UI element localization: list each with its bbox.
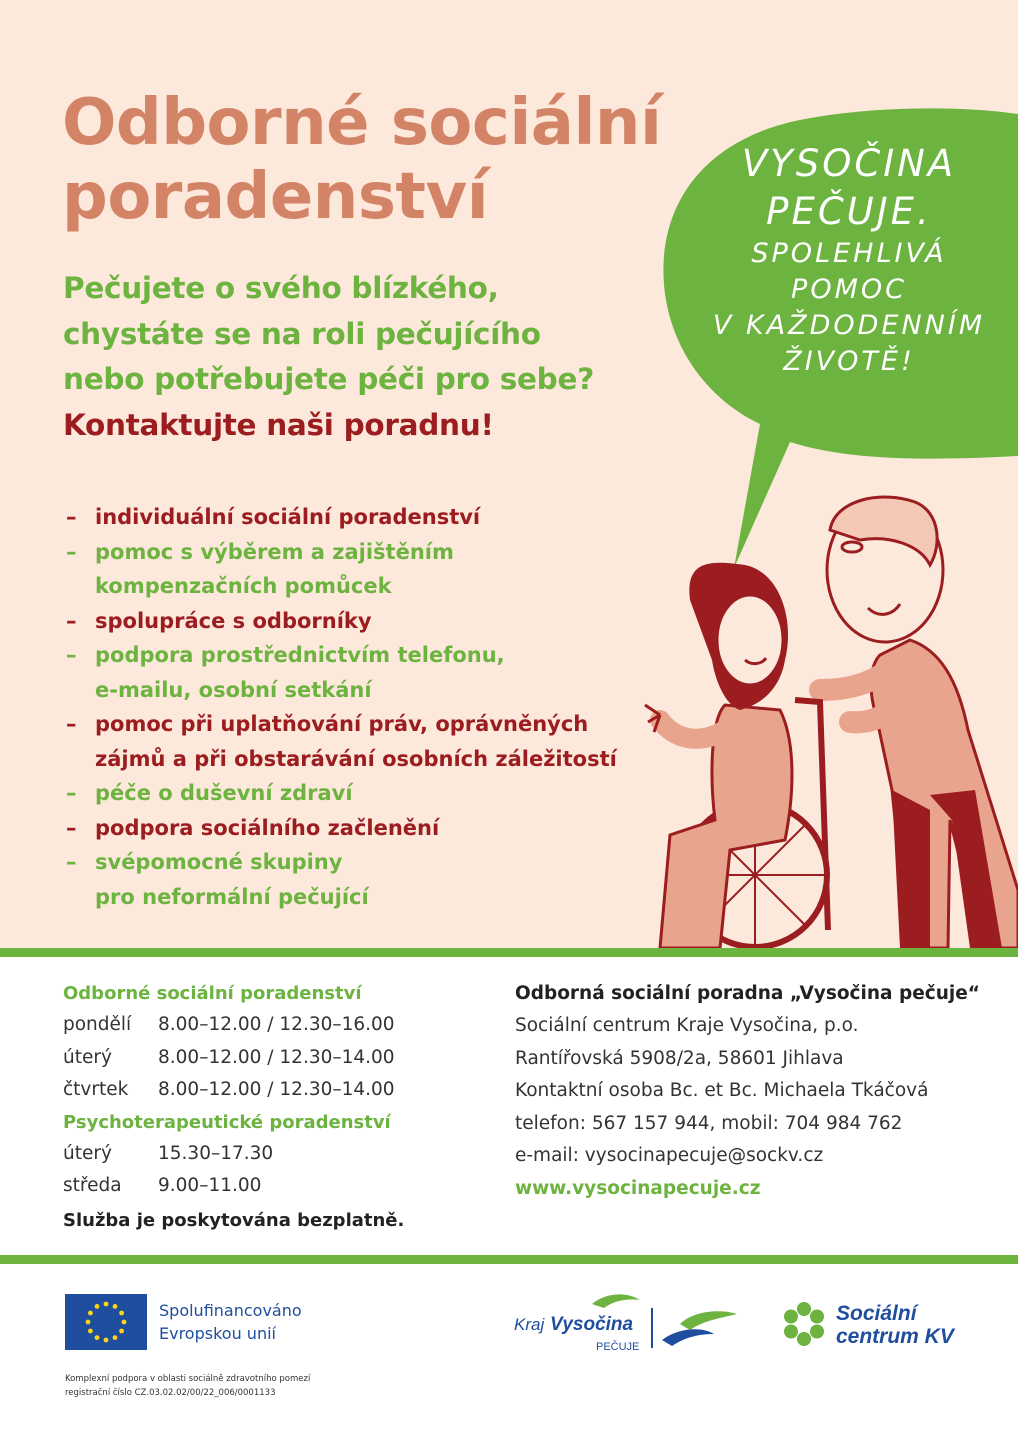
slogan-line: SPOLEHLIVÁ POMOC bbox=[751, 238, 947, 305]
eu-star bbox=[95, 1304, 100, 1309]
dash-bullet: – bbox=[66, 815, 77, 840]
slogan-line: ŽIVOTĚ! bbox=[783, 346, 915, 377]
fine-print-line: registrační číslo CZ.03.02.02/00/22_006/0001133 bbox=[65, 1388, 276, 1398]
dash-bullet: – bbox=[66, 608, 77, 633]
free-service-note: Služba je poskytována bezplatně. bbox=[63, 1209, 405, 1231]
call-to-action: Kontaktujte naši poradnu! bbox=[63, 407, 494, 442]
contact-info bbox=[515, 978, 995, 1206]
hours-row bbox=[63, 1138, 483, 1171]
dash-bullet: – bbox=[66, 505, 77, 529]
eu-star bbox=[104, 1302, 109, 1307]
hours-time: 8.00–12.00 / 12.30–16.00 bbox=[158, 1014, 395, 1035]
service-item bbox=[66, 776, 636, 811]
contact-heading: Odborná sociální poradna „Vysočina pečuje“ bbox=[515, 983, 980, 1004]
contact-address: Rantířovská 5908/2a, 58601 Jihlava bbox=[515, 1047, 844, 1069]
service-text: podpora prostřednictvím telefonu, bbox=[95, 643, 505, 667]
opening-hours bbox=[63, 978, 483, 1237]
service-text: pro neformální pečující bbox=[95, 884, 369, 909]
page-title: Odborné sociální poradenství bbox=[62, 86, 662, 234]
contact-email[interactable]: e-mail: vysocinapecuje@sockv.cz bbox=[515, 1145, 824, 1167]
dash-bullet: – bbox=[66, 712, 77, 736]
kraj-word: Kraj bbox=[514, 1315, 545, 1334]
hours-day: úterý bbox=[63, 1142, 112, 1164]
service-text: podpora sociálního začlenění bbox=[95, 815, 440, 840]
eu-star bbox=[119, 1329, 124, 1334]
service-text: kompenzačních pomůcek bbox=[95, 574, 392, 598]
eu-star bbox=[122, 1320, 127, 1325]
service-item bbox=[66, 604, 636, 639]
service-text: pomoc při uplatňování práv, oprávněných bbox=[95, 712, 589, 736]
eu-star bbox=[88, 1329, 93, 1334]
sc-line2: centrum KV bbox=[836, 1325, 954, 1348]
socialni-centrum-kv-logo bbox=[780, 1296, 990, 1352]
contact-person: Kontaktní osoba Bc. et Bc. Michaela Tkáčová bbox=[515, 1080, 929, 1102]
hours-row bbox=[63, 1074, 483, 1107]
eu-star bbox=[104, 1338, 109, 1343]
service-text: pomoc s výběrem a zajištěním bbox=[95, 539, 454, 564]
divider-band bbox=[0, 948, 1018, 957]
eu-text-line: Evropskou unií bbox=[159, 1324, 276, 1343]
eu-cofinancing-text bbox=[159, 1299, 302, 1345]
hours-row bbox=[63, 1170, 483, 1203]
hours-row bbox=[63, 1009, 483, 1042]
intro-line: Pečujete o svého blízkého, bbox=[63, 271, 499, 305]
counselling-heading: Odborné sociální poradenství bbox=[63, 983, 362, 1004]
service-item bbox=[66, 811, 636, 846]
service-text: individuální sociální poradenství bbox=[95, 505, 481, 529]
hours-day: pondělí bbox=[63, 1014, 132, 1035]
hours-day: čtvrtek bbox=[63, 1079, 129, 1101]
intro-line: nebo potřebujete péči pro sebe? bbox=[63, 362, 595, 396]
hours-day: úterý bbox=[63, 1046, 112, 1068]
intro-text bbox=[63, 266, 663, 448]
eu-star bbox=[113, 1335, 118, 1340]
eu-flag-icon bbox=[65, 1294, 147, 1350]
hours-time: 9.00–11.00 bbox=[158, 1175, 262, 1197]
hours-day: středa bbox=[63, 1175, 122, 1197]
slogan-line: V KAŽDODENNÍM bbox=[712, 310, 986, 341]
vysocina-word: Vysočina bbox=[550, 1314, 634, 1335]
divider-band bbox=[0, 1255, 1018, 1264]
eu-star bbox=[95, 1335, 100, 1340]
bubble-slogan bbox=[690, 140, 1008, 380]
service-text: zájmů a při obstarávání osobních záležitostí bbox=[95, 746, 617, 771]
hours-time: 8.00–12.00 / 12.30–14.00 bbox=[158, 1079, 395, 1101]
website-link[interactable]: www.vysocinapecuje.cz bbox=[515, 1177, 761, 1199]
service-text: péče o duševní zdraví bbox=[95, 781, 353, 805]
pecuje-word: PEČUJE bbox=[596, 1341, 640, 1353]
slogan-line: PEČUJE. bbox=[766, 190, 932, 233]
service-item bbox=[66, 535, 636, 604]
hours-time: 8.00–12.00 / 12.30–14.00 bbox=[158, 1046, 395, 1068]
fine-print-line: Komplexní podpora v oblasti sociálně zdravotního pomezí bbox=[65, 1374, 311, 1384]
eu-star bbox=[119, 1311, 124, 1316]
kraj-vysocina-logo bbox=[512, 1290, 742, 1354]
service-text: svépomocné skupiny bbox=[95, 850, 343, 874]
sc-line1: Sociální bbox=[836, 1302, 917, 1325]
dash-bullet: – bbox=[66, 539, 77, 564]
hours-time: 15.30–17.30 bbox=[158, 1142, 274, 1164]
services-list bbox=[66, 500, 636, 914]
project-fine-print bbox=[65, 1372, 310, 1400]
eu-text-line: Spolufinancováno bbox=[159, 1301, 302, 1320]
footer bbox=[0, 1264, 1018, 1440]
service-text: spolupráce s odborníky bbox=[95, 608, 372, 633]
caregiver-illustration bbox=[630, 490, 1018, 948]
hours-row bbox=[63, 1042, 483, 1075]
contact-phone: telefon: 567 157 944, mobil: 704 984 762 bbox=[515, 1112, 903, 1134]
dash-bullet: – bbox=[66, 850, 77, 874]
service-item bbox=[66, 845, 636, 914]
eu-star bbox=[86, 1320, 91, 1325]
intro-line: chystáte se na roli pečujícího bbox=[63, 316, 541, 351]
service-text: e-mailu, osobní setkání bbox=[95, 677, 372, 702]
service-item bbox=[66, 500, 636, 535]
eu-star bbox=[113, 1304, 118, 1309]
psycho-heading: Psychoterapeutické poradenství bbox=[63, 1111, 391, 1133]
eu-star bbox=[88, 1311, 93, 1316]
slogan-line: VYSOČINA bbox=[741, 142, 957, 185]
service-item bbox=[66, 707, 636, 776]
dash-bullet: – bbox=[66, 781, 77, 805]
contact-org: Sociální centrum Kraje Vysočina, p.o. bbox=[515, 1015, 859, 1036]
service-item bbox=[66, 638, 636, 707]
dash-bullet: – bbox=[66, 643, 77, 667]
